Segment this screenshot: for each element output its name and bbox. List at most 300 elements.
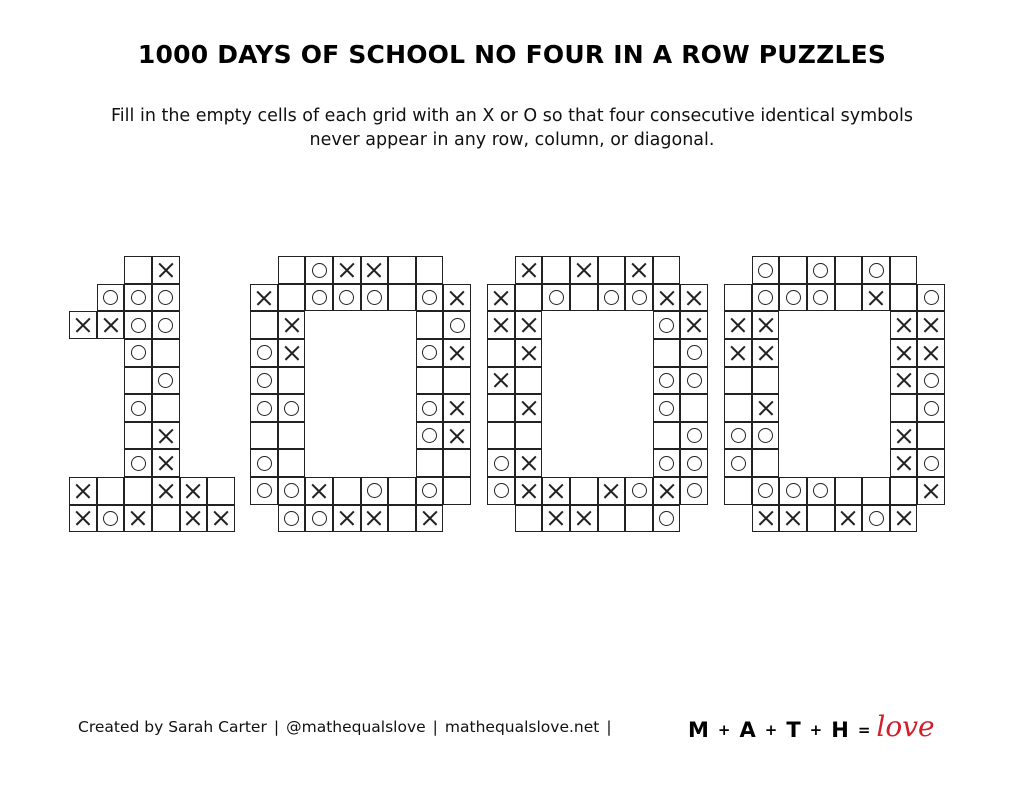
empty-cell[interactable] <box>388 284 416 312</box>
empty-cell[interactable] <box>97 477 125 505</box>
empty-cell[interactable] <box>333 477 361 505</box>
filled-cell <box>752 422 780 450</box>
filled-cell <box>917 449 945 477</box>
filled-cell <box>443 284 471 312</box>
filled-cell <box>305 477 333 505</box>
o-mark-icon <box>158 318 173 333</box>
filled-cell <box>752 311 780 339</box>
filled-cell <box>515 339 543 367</box>
x-mark-icon <box>312 483 327 498</box>
empty-cell[interactable] <box>416 449 444 477</box>
filled-cell <box>250 339 278 367</box>
o-mark-icon <box>659 511 674 526</box>
o-mark-icon <box>758 290 773 305</box>
empty-cell[interactable] <box>724 394 752 422</box>
footer-website: mathequalslove.net <box>444 718 600 736</box>
filled-cell <box>835 505 863 533</box>
filled-cell <box>653 311 681 339</box>
o-mark-icon <box>312 290 327 305</box>
o-mark-icon <box>131 401 146 416</box>
filled-cell <box>724 339 752 367</box>
empty-cell[interactable] <box>890 477 918 505</box>
filled-cell <box>917 284 945 312</box>
filled-cell <box>487 477 515 505</box>
filled-cell <box>653 449 681 477</box>
filled-cell <box>752 477 780 505</box>
filled-cell <box>807 477 835 505</box>
empty-cell[interactable] <box>598 505 626 533</box>
empty-cell[interactable] <box>487 339 515 367</box>
brand-letter-t: T <box>786 718 801 742</box>
filled-cell <box>124 394 152 422</box>
o-mark-icon <box>632 290 647 305</box>
filled-cell <box>779 505 807 533</box>
x-mark-icon <box>257 290 272 305</box>
empty-cell[interactable] <box>250 422 278 450</box>
o-mark-icon <box>422 290 437 305</box>
o-mark-icon <box>924 456 939 471</box>
o-mark-icon <box>813 483 828 498</box>
filled-cell <box>278 311 306 339</box>
o-mark-icon <box>257 373 272 388</box>
empty-cell[interactable] <box>487 422 515 450</box>
x-mark-icon <box>158 483 173 498</box>
filled-cell <box>890 339 918 367</box>
brand-plus: + <box>764 721 778 739</box>
filled-cell <box>779 477 807 505</box>
empty-cell[interactable] <box>388 256 416 284</box>
x-mark-icon <box>924 318 939 333</box>
x-mark-icon <box>632 263 647 278</box>
o-mark-icon <box>257 456 272 471</box>
filled-cell <box>152 256 180 284</box>
brand-plus: + <box>809 721 823 739</box>
footer-credits <box>78 718 619 736</box>
empty-cell[interactable] <box>835 284 863 312</box>
filled-cell <box>278 339 306 367</box>
o-mark-icon <box>758 428 773 443</box>
filled-cell <box>515 256 543 284</box>
x-mark-icon <box>576 263 591 278</box>
empty-cell[interactable] <box>278 367 306 395</box>
filled-cell <box>653 367 681 395</box>
filled-cell <box>487 284 515 312</box>
filled-cell <box>752 284 780 312</box>
filled-cell <box>807 284 835 312</box>
filled-cell <box>250 284 278 312</box>
x-mark-icon <box>494 290 509 305</box>
filled-cell <box>124 505 152 533</box>
o-mark-icon <box>813 290 828 305</box>
footer-separator: | <box>606 718 612 736</box>
o-mark-icon <box>786 483 801 498</box>
filled-cell <box>779 284 807 312</box>
filled-cell <box>180 505 208 533</box>
filled-cell <box>724 311 752 339</box>
empty-cell[interactable] <box>278 449 306 477</box>
o-mark-icon <box>257 401 272 416</box>
filled-cell <box>862 284 890 312</box>
empty-cell[interactable] <box>779 256 807 284</box>
o-mark-icon <box>312 511 327 526</box>
filled-cell <box>680 449 708 477</box>
x-mark-icon <box>924 345 939 360</box>
filled-cell <box>515 311 543 339</box>
filled-cell <box>680 422 708 450</box>
filled-cell <box>515 477 543 505</box>
filled-cell <box>180 477 208 505</box>
x-mark-icon <box>521 401 536 416</box>
filled-cell <box>250 449 278 477</box>
empty-cell[interactable] <box>152 339 180 367</box>
empty-cell[interactable] <box>278 284 306 312</box>
filled-cell <box>680 367 708 395</box>
x-mark-icon <box>450 290 465 305</box>
x-mark-icon <box>450 345 465 360</box>
filled-cell <box>890 311 918 339</box>
filled-cell <box>250 394 278 422</box>
x-mark-icon <box>158 428 173 443</box>
empty-cell[interactable] <box>152 394 180 422</box>
x-mark-icon <box>521 456 536 471</box>
empty-cell[interactable] <box>487 394 515 422</box>
x-mark-icon <box>284 345 299 360</box>
x-mark-icon <box>869 290 884 305</box>
filled-cell <box>152 422 180 450</box>
o-mark-icon <box>494 456 509 471</box>
o-mark-icon <box>312 263 327 278</box>
filled-cell <box>305 284 333 312</box>
o-mark-icon <box>687 373 702 388</box>
filled-cell <box>570 256 598 284</box>
filled-cell <box>752 505 780 533</box>
empty-cell[interactable] <box>124 367 152 395</box>
filled-cell <box>752 394 780 422</box>
o-mark-icon <box>422 345 437 360</box>
page-title: 1000 DAYS OF SCHOOL NO FOUR IN A ROW PUZZLES <box>137 40 887 69</box>
x-mark-icon <box>576 511 591 526</box>
filled-cell <box>542 505 570 533</box>
filled-cell <box>653 477 681 505</box>
x-mark-icon <box>896 456 911 471</box>
x-mark-icon <box>841 511 856 526</box>
x-mark-icon <box>896 345 911 360</box>
empty-cell[interactable] <box>152 505 180 533</box>
o-mark-icon <box>604 290 619 305</box>
empty-cell[interactable] <box>835 256 863 284</box>
filled-cell <box>416 394 444 422</box>
o-mark-icon <box>339 290 354 305</box>
o-mark-icon <box>103 511 118 526</box>
filled-cell <box>305 505 333 533</box>
x-mark-icon <box>758 511 773 526</box>
empty-cell[interactable] <box>542 256 570 284</box>
o-mark-icon <box>131 345 146 360</box>
empty-cell[interactable] <box>278 422 306 450</box>
filled-cell <box>542 284 570 312</box>
empty-cell[interactable] <box>724 284 752 312</box>
filled-cell <box>69 505 97 533</box>
o-mark-icon <box>758 483 773 498</box>
empty-cell[interactable] <box>752 367 780 395</box>
filled-cell <box>680 339 708 367</box>
filled-cell <box>416 339 444 367</box>
empty-cell[interactable] <box>680 394 708 422</box>
filled-cell <box>487 367 515 395</box>
x-mark-icon <box>76 318 91 333</box>
filled-cell <box>69 311 97 339</box>
filled-cell <box>625 477 653 505</box>
filled-cell <box>653 394 681 422</box>
o-mark-icon <box>924 290 939 305</box>
x-mark-icon <box>422 511 437 526</box>
empty-cell[interactable] <box>515 367 543 395</box>
x-mark-icon <box>158 456 173 471</box>
empty-cell[interactable] <box>653 256 681 284</box>
filled-cell <box>680 284 708 312</box>
x-mark-icon <box>687 318 702 333</box>
x-mark-icon <box>896 511 911 526</box>
x-mark-icon <box>758 318 773 333</box>
o-mark-icon <box>131 290 146 305</box>
filled-cell <box>917 339 945 367</box>
o-mark-icon <box>731 456 746 471</box>
filled-cell <box>333 256 361 284</box>
x-mark-icon <box>924 483 939 498</box>
x-mark-icon <box>186 483 201 498</box>
o-mark-icon <box>367 483 382 498</box>
filled-cell <box>97 284 125 312</box>
x-mark-icon <box>896 318 911 333</box>
filled-cell <box>97 505 125 533</box>
x-mark-icon <box>214 511 229 526</box>
brand-letter-a: A <box>739 718 756 742</box>
empty-cell[interactable] <box>416 367 444 395</box>
o-mark-icon <box>367 290 382 305</box>
o-mark-icon <box>257 345 272 360</box>
filled-cell <box>917 311 945 339</box>
empty-cell[interactable] <box>416 311 444 339</box>
brand-logo <box>688 710 935 744</box>
x-mark-icon <box>896 428 911 443</box>
empty-cell[interactable] <box>388 505 416 533</box>
filled-cell <box>152 367 180 395</box>
o-mark-icon <box>869 511 884 526</box>
x-mark-icon <box>687 290 702 305</box>
x-mark-icon <box>758 345 773 360</box>
x-mark-icon <box>367 263 382 278</box>
o-mark-icon <box>494 483 509 498</box>
filled-cell <box>416 422 444 450</box>
o-mark-icon <box>924 401 939 416</box>
filled-cell <box>890 505 918 533</box>
filled-cell <box>625 284 653 312</box>
empty-cell[interactable] <box>653 339 681 367</box>
x-mark-icon <box>186 511 201 526</box>
empty-cell[interactable] <box>724 367 752 395</box>
o-mark-icon <box>257 483 272 498</box>
o-mark-icon <box>158 373 173 388</box>
empty-cell[interactable] <box>598 256 626 284</box>
empty-cell[interactable] <box>250 311 278 339</box>
filled-cell <box>361 505 389 533</box>
x-mark-icon <box>521 483 536 498</box>
x-mark-icon <box>494 318 509 333</box>
filled-cell <box>515 449 543 477</box>
empty-cell[interactable] <box>443 449 471 477</box>
filled-cell <box>917 477 945 505</box>
filled-cell <box>542 477 570 505</box>
empty-cell[interactable] <box>515 505 543 533</box>
empty-cell[interactable] <box>570 284 598 312</box>
x-mark-icon <box>604 483 619 498</box>
filled-cell <box>443 422 471 450</box>
o-mark-icon <box>284 511 299 526</box>
empty-cell[interactable] <box>807 505 835 533</box>
filled-cell <box>124 339 152 367</box>
empty-cell[interactable] <box>416 256 444 284</box>
empty-cell[interactable] <box>388 477 416 505</box>
filled-cell <box>752 256 780 284</box>
o-mark-icon <box>549 290 564 305</box>
empty-cell[interactable] <box>207 477 235 505</box>
filled-cell <box>625 256 653 284</box>
empty-cell[interactable] <box>515 284 543 312</box>
empty-cell[interactable] <box>443 367 471 395</box>
o-mark-icon <box>659 401 674 416</box>
filled-cell <box>570 505 598 533</box>
empty-cell[interactable] <box>890 256 918 284</box>
x-mark-icon <box>786 511 801 526</box>
filled-cell <box>361 284 389 312</box>
x-mark-icon <box>659 290 674 305</box>
filled-cell <box>333 284 361 312</box>
o-mark-icon <box>284 483 299 498</box>
x-mark-icon <box>158 263 173 278</box>
filled-cell <box>724 449 752 477</box>
o-mark-icon <box>632 483 647 498</box>
empty-cell[interactable] <box>724 477 752 505</box>
x-mark-icon <box>76 511 91 526</box>
filled-cell <box>416 505 444 533</box>
empty-cell[interactable] <box>625 505 653 533</box>
filled-cell <box>97 311 125 339</box>
filled-cell <box>152 477 180 505</box>
x-mark-icon <box>103 318 118 333</box>
filled-cell <box>680 311 708 339</box>
o-mark-icon <box>687 483 702 498</box>
x-mark-icon <box>731 345 746 360</box>
brand-plus: + <box>717 721 731 739</box>
filled-cell <box>124 284 152 312</box>
o-mark-icon <box>731 428 746 443</box>
empty-cell[interactable] <box>570 477 598 505</box>
empty-cell[interactable] <box>443 477 471 505</box>
filled-cell <box>680 477 708 505</box>
brand-equals: = <box>857 721 871 739</box>
x-mark-icon <box>339 511 354 526</box>
x-mark-icon <box>521 263 536 278</box>
filled-cell <box>152 449 180 477</box>
x-mark-icon <box>521 318 536 333</box>
filled-cell <box>443 394 471 422</box>
x-mark-icon <box>758 401 773 416</box>
filled-cell <box>653 284 681 312</box>
empty-cell[interactable] <box>278 256 306 284</box>
o-mark-icon <box>687 428 702 443</box>
filled-cell <box>917 367 945 395</box>
x-mark-icon <box>659 483 674 498</box>
filled-cell <box>890 367 918 395</box>
o-mark-icon <box>786 290 801 305</box>
empty-cell[interactable] <box>124 422 152 450</box>
x-mark-icon <box>76 483 91 498</box>
o-mark-icon <box>869 263 884 278</box>
footer-separator: | <box>432 718 438 736</box>
o-mark-icon <box>422 401 437 416</box>
x-mark-icon <box>896 373 911 388</box>
empty-cell[interactable] <box>890 394 918 422</box>
filled-cell <box>278 394 306 422</box>
filled-cell <box>890 422 918 450</box>
empty-cell[interactable] <box>752 449 780 477</box>
o-mark-icon <box>422 483 437 498</box>
empty-cell[interactable] <box>124 256 152 284</box>
footer-separator: | <box>273 718 280 736</box>
x-mark-icon <box>521 345 536 360</box>
filled-cell <box>333 505 361 533</box>
empty-cell[interactable] <box>890 284 918 312</box>
o-mark-icon <box>813 263 828 278</box>
filled-cell <box>598 477 626 505</box>
x-mark-icon <box>284 318 299 333</box>
o-mark-icon <box>924 373 939 388</box>
o-mark-icon <box>659 456 674 471</box>
filled-cell <box>124 311 152 339</box>
filled-cell <box>361 256 389 284</box>
filled-cell <box>890 449 918 477</box>
footer-handle: @mathequalslove <box>286 718 426 736</box>
filled-cell <box>250 367 278 395</box>
o-mark-icon <box>131 456 146 471</box>
filled-cell <box>724 422 752 450</box>
x-mark-icon <box>131 511 146 526</box>
filled-cell <box>416 477 444 505</box>
o-mark-icon <box>687 456 702 471</box>
filled-cell <box>807 256 835 284</box>
x-mark-icon <box>450 401 465 416</box>
empty-cell[interactable] <box>917 422 945 450</box>
empty-cell[interactable] <box>124 477 152 505</box>
filled-cell <box>305 256 333 284</box>
brand-letter-h: H <box>831 718 849 742</box>
empty-cell[interactable] <box>835 477 863 505</box>
empty-cell[interactable] <box>862 477 890 505</box>
x-mark-icon <box>367 511 382 526</box>
filled-cell <box>152 284 180 312</box>
filled-cell <box>752 339 780 367</box>
filled-cell <box>152 311 180 339</box>
filled-cell <box>250 477 278 505</box>
instructions <box>20 104 1004 152</box>
o-mark-icon <box>158 290 173 305</box>
o-mark-icon <box>659 318 674 333</box>
o-mark-icon <box>758 263 773 278</box>
empty-cell[interactable] <box>515 422 543 450</box>
x-mark-icon <box>494 373 509 388</box>
filled-cell <box>361 477 389 505</box>
empty-cell[interactable] <box>653 422 681 450</box>
